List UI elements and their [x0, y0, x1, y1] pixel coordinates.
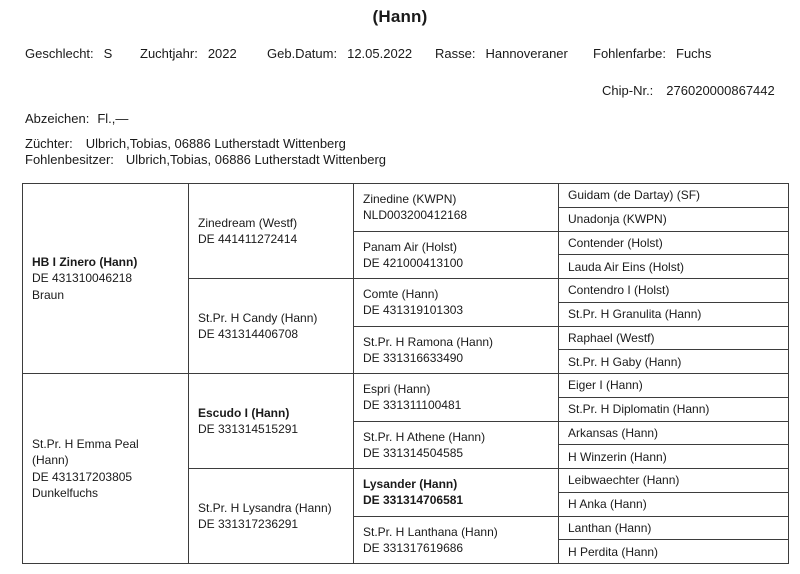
pedigree-cell — [558, 373, 788, 397]
field-geschlecht-value: S — [103, 46, 113, 61]
pedigree-cell — [558, 539, 788, 563]
horse-reg: NLD003200412168 — [363, 208, 468, 223]
field-zuchtjahr — [140, 46, 237, 61]
field-zuchtjahr-value: 2022 — [207, 46, 237, 61]
field-geschlecht — [25, 46, 112, 61]
pedigree-cell — [188, 183, 353, 278]
pedigree-cell — [558, 492, 788, 516]
horse-name: Lanthan (Hann) — [568, 520, 652, 535]
field-chip-nr-value: 276020000867442 — [666, 83, 775, 98]
pedigree-cell — [353, 421, 558, 469]
pedigree-cell — [558, 397, 788, 421]
horse-name: St.Pr. H Diplomatin (Hann) — [568, 402, 710, 417]
field-gebdatum-value: 12.05.2022 — [347, 46, 413, 61]
horse-color: Dunkelfuchs — [32, 485, 99, 500]
horse-name: Eiger I (Hann) — [568, 378, 643, 393]
pedigree-cell — [353, 326, 558, 374]
horse-color: Braun — [32, 287, 65, 302]
pedigree-cell — [558, 302, 788, 326]
horse-name: St.Pr. H Ramona (Hann) — [363, 334, 494, 349]
horse-name: St.Pr. H Athene (Hann) — [363, 429, 486, 444]
horse-reg: DE 431314406708 — [198, 327, 299, 341]
pedigree-cell — [558, 421, 788, 445]
horse-name: St.Pr. H Granulita (Hann) — [568, 307, 702, 322]
horse-name: Escudo I (Hann) — [198, 405, 290, 420]
pedigree-cell — [22, 373, 188, 563]
horse-reg: DE 331314504585 — [363, 445, 464, 460]
pedigree-cell — [558, 326, 788, 350]
horse-reg: DE 331316633490 — [363, 350, 464, 365]
pedigree-cell — [558, 349, 788, 373]
pedigree-cell — [558, 278, 788, 302]
pedigree-cell — [353, 278, 558, 326]
field-chip-nr — [602, 83, 775, 98]
horse-reg: DE 331317619686 — [363, 540, 464, 555]
pedigree-cell — [558, 207, 788, 231]
pedigree-cell — [558, 183, 788, 207]
field-zuchtjahr-label: Zuchtjahr: — [140, 46, 198, 61]
horse-reg: DE 421000413100 — [363, 255, 464, 270]
pedigree-cell — [558, 516, 788, 540]
horse-name: St.Pr. H Lanthana (Hann) — [363, 524, 498, 539]
horse-name: Comte (Hann) — [363, 287, 439, 302]
pedigree-cell — [188, 468, 353, 563]
pedigree-table — [22, 183, 789, 564]
horse-name: H Winzerin (Hann) — [568, 449, 667, 464]
field-abzeichen-label: Abzeichen: — [25, 111, 90, 126]
horse-name: Raphael (Westf) — [568, 330, 655, 345]
pedigree-cell — [188, 373, 353, 468]
field-rasse-value: Hannoveraner — [485, 46, 568, 61]
horse-reg: DE 431317203805 — [32, 469, 133, 484]
pedigree-cell — [353, 373, 558, 421]
horse-name: St.Pr. H Emma Peal (Hann) — [32, 437, 139, 468]
pedigree-cell — [558, 254, 788, 278]
pedigree-cell — [353, 231, 558, 279]
horse-name: Espri (Hann) — [363, 382, 431, 397]
horse-name: Arkansas (Hann) — [568, 425, 659, 440]
field-fohlenbesitzer-label: Fohlenbesitzer: — [25, 152, 114, 167]
horse-reg: DE 431319101303 — [363, 303, 464, 318]
pedigree-cell — [558, 468, 788, 492]
pedigree-cell — [353, 516, 558, 564]
horse-reg: DE 441411272414 — [198, 232, 298, 246]
field-zuechter — [25, 136, 346, 151]
horse-name: St.Pr. H Lysandra (Hann) — [198, 500, 332, 515]
field-chip-nr-label: Chip-Nr.: — [602, 83, 654, 98]
horse-name: Leibwaechter (Hann) — [568, 473, 680, 488]
horse-reg: DE 331314515291 — [198, 422, 299, 436]
field-fohlenbesitzer-value: Ulbrich,Tobias, 06886 Lutherstadt Wittenberg — [125, 152, 387, 167]
pedigree-cell — [353, 183, 558, 231]
horse-reg: DE 431310046218 — [32, 271, 133, 286]
horse-name: Guidam (de Dartay) (SF) — [568, 188, 701, 203]
horse-name: Lysander (Hann) — [363, 477, 458, 492]
field-fohlenfarbe-label: Fohlenfarbe: — [593, 46, 666, 61]
pedigree-cell — [558, 444, 788, 468]
field-fohlenbesitzer — [25, 152, 386, 167]
horse-name: St.Pr. H Gaby (Hann) — [568, 354, 682, 369]
field-zuechter-value: Ulbrich,Tobias, 06886 Lutherstadt Wittenberg — [85, 136, 346, 151]
field-gebdatum — [267, 46, 412, 61]
horse-name: Zinedine (KWPN) — [363, 192, 457, 207]
horse-reg: DE 331311100481 — [363, 398, 462, 413]
horse-name: Contender (Holst) — [568, 235, 663, 250]
horse-name: Contendro I (Holst) — [568, 283, 670, 298]
horse-name: Zinedream (Westf) — [198, 215, 298, 230]
horse-name: H Perdita (Hann) — [568, 544, 659, 559]
field-rasse-label: Rasse: — [435, 46, 476, 61]
field-geschlecht-label: Geschlecht: — [25, 46, 94, 61]
horse-name: H Anka (Hann) — [568, 497, 647, 512]
horse-reg: DE 331314706581 — [363, 493, 464, 508]
page-title: (Hann) — [372, 7, 428, 26]
field-rasse — [435, 46, 568, 61]
field-gebdatum-label: Geb.Datum: — [267, 46, 338, 61]
horse-name: St.Pr. H Candy (Hann) — [198, 310, 318, 325]
horse-reg: DE 331317236291 — [198, 517, 299, 531]
field-fohlenfarbe-value: Fuchs — [676, 46, 712, 61]
pedigree-cell — [22, 183, 188, 373]
horse-name: Unadonja (KWPN) — [568, 212, 667, 227]
horse-name: Lauda Air Eins (Holst) — [568, 259, 685, 274]
pedigree-cell — [188, 278, 353, 373]
horse-name: Panam Air (Holst) — [363, 239, 458, 254]
pedigree-cell — [558, 231, 788, 255]
field-abzeichen-value: Fl.,— — [97, 111, 129, 126]
horse-name: HB I Zinero (Hann) — [32, 255, 138, 270]
pedigree-cell — [353, 468, 558, 516]
field-fohlenfarbe — [593, 46, 711, 61]
field-zuechter-label: Züchter: — [25, 136, 73, 151]
field-abzeichen — [25, 111, 128, 126]
